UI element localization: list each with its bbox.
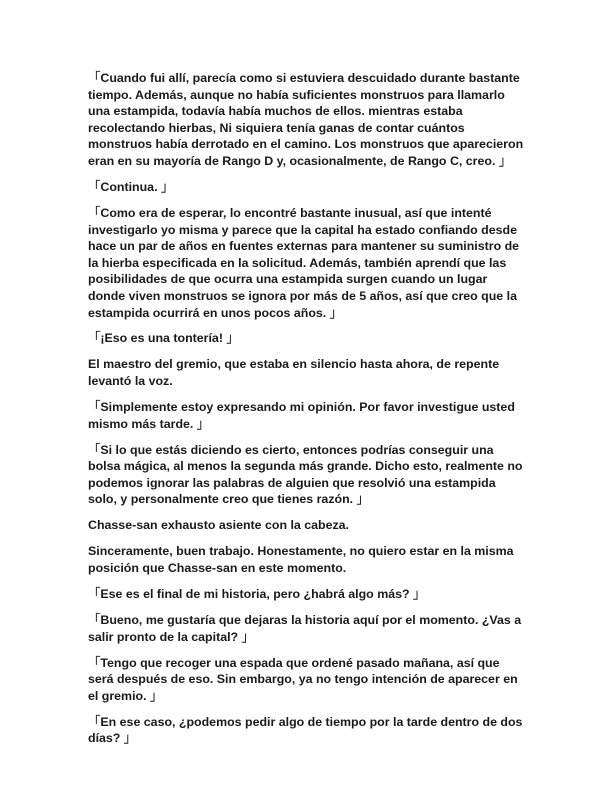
narration-paragraph: Chasse-san exhausto asiente con la cabeza.: [88, 518, 350, 533]
document-body: [88, 70, 524, 756]
dialogue-paragraph: 「En ese caso, ¿podemos pedir algo de tiempo por la tarde dentro de dos días? 」: [88, 714, 523, 746]
dialogue-paragraph: 「Continua. 」: [88, 179, 174, 194]
dialogue-paragraph: 「Bueno, me gustaría que dejaras la historia aquí por el momento. ¿Vas a salir pronto de la capital? 」: [88, 612, 522, 644]
narration-paragraph: Sinceramente, buen trabajo. Honestamente, no quiero estar en la misma posición que Chasse-san en este momento.: [88, 544, 514, 575]
dialogue-paragraph: 「Cuando fui allí, parecía como si estuviera descuidado durante bastante tiempo. Además, aunque no había suficientes monstruos para llamarlo una estampida, todavía había muchos de ellos. mientras estaba recolectando hierbas, Ni siquiera tenía ganas de contar cuántos monstruos había derrotado en el camino. Los monstruos que aparecieron eran en su mayoría de Rango D y, ocasionalmente, de Rango C, creo. 」: [88, 71, 524, 168]
dialogue-paragraph: 「Si lo que estás diciendo es cierto, entonces podrías conseguir una bolsa mágica, al menos la segunda más grande. Dicho esto, realmente no podemos ignorar las palabras de alguien que resolvió una estampida solo, y personalmente creo que tienes razón. 」: [88, 442, 523, 507]
narration-paragraph: El maestro del gremio, que estaba en silencio hasta ahora, de repente levantó la voz.: [88, 357, 500, 389]
dialogue-paragraph: 「Simplemente estoy expresando mi opinión. Por favor investigue usted mismo más tarde. 」: [88, 400, 515, 431]
dialogue-paragraph: 「Tengo que recoger una espada que ordené pasado mañana, así que será después de eso. Sin embargo, ya no tengo intención de aparecer en el gremio. 」: [88, 655, 518, 703]
dialogue-paragraph: 「Como era de esperar, lo encontré bastante inusual, así que intenté investigarlo yo misma y parece que la capital ha estado confiando desde hace un par de años en fuentes externas para mantener su suministro de la hierba especificada en la solicitud. Además, también aprendí que las posibilidades de que ocurra una estampida surgen cuando un lugar donde viven monstruos se ignora por más de 5 años, así que creo que la estampida ocurrirá en unos pocos años. 」: [88, 205, 520, 320]
dialogue-paragraph: 「Ese es el final de mi historia, pero ¿habrá algo más? 」: [88, 586, 426, 601]
dialogue-paragraph: 「¡Eso es una tontería! 」: [88, 331, 239, 346]
